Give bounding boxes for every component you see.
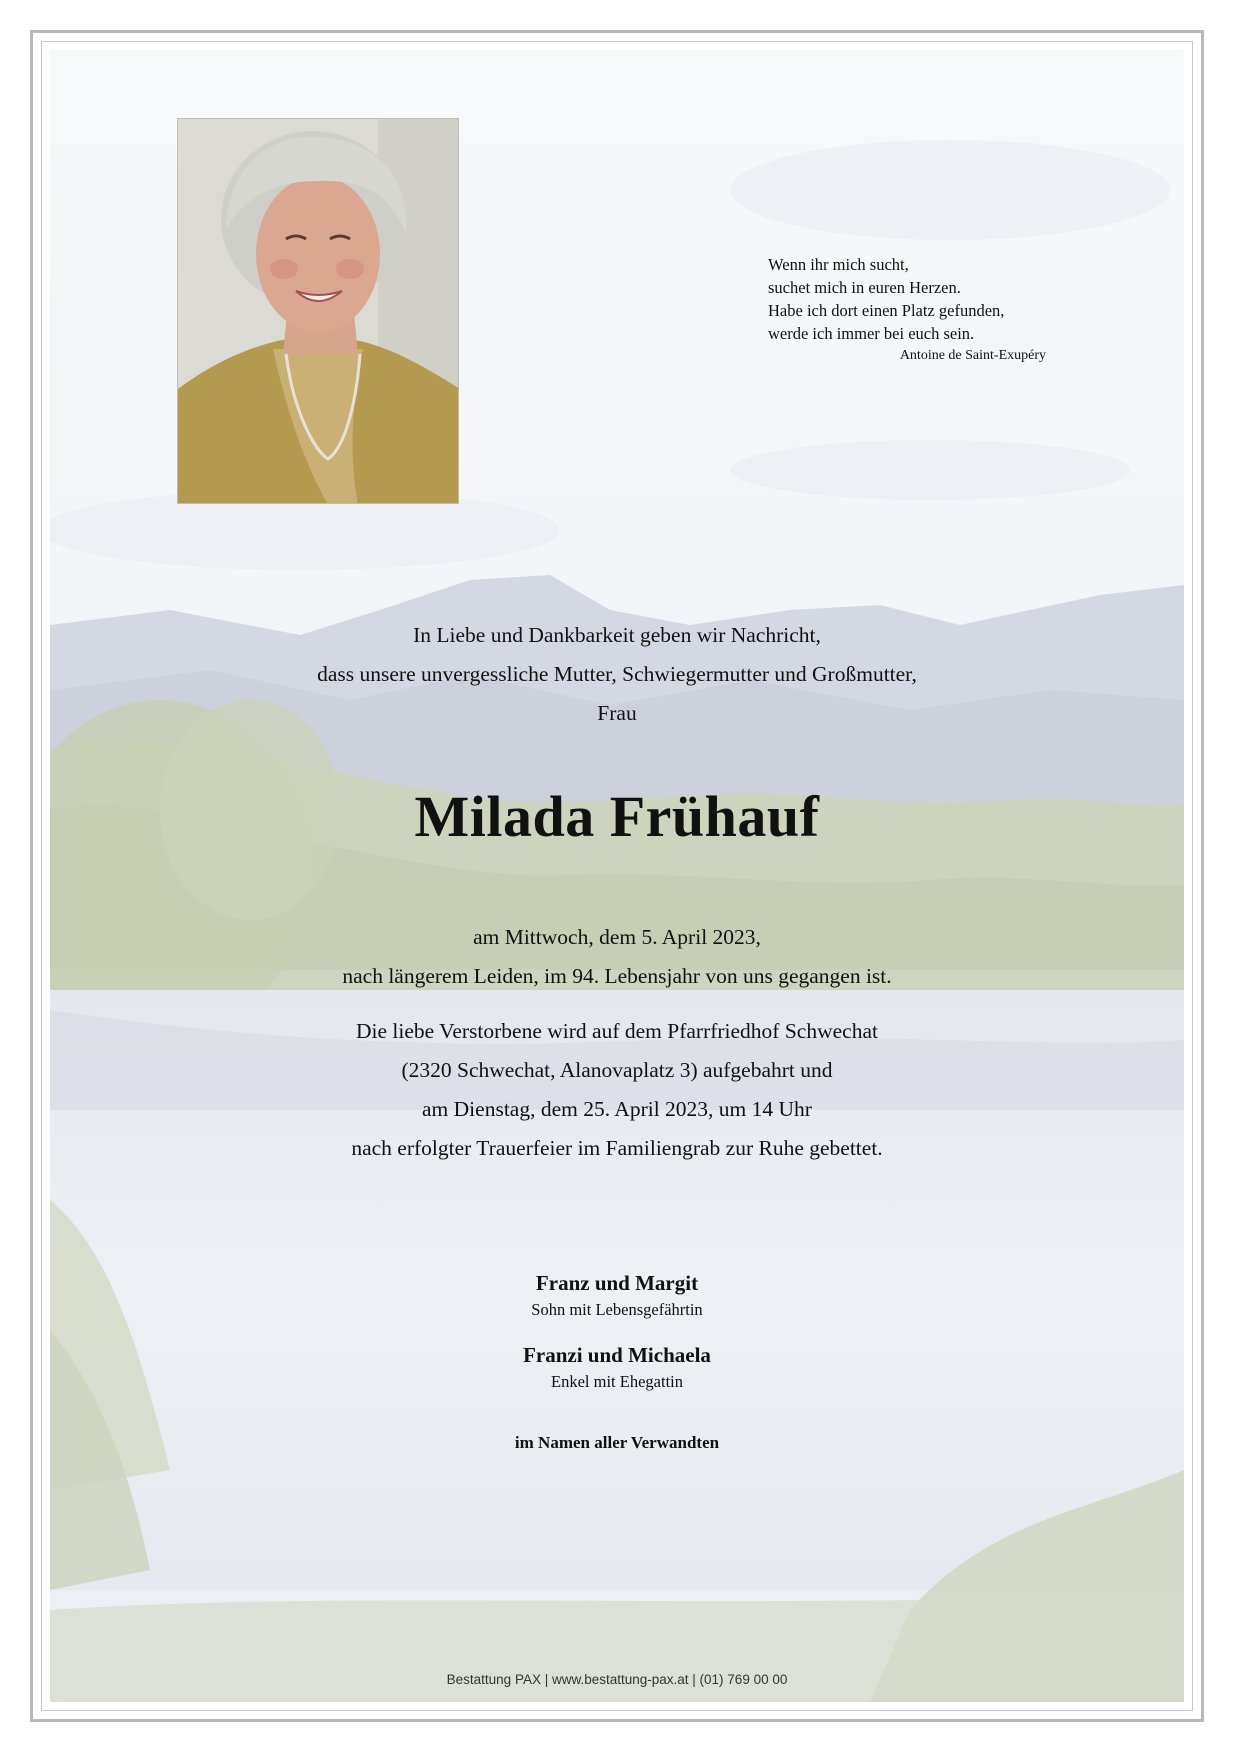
burial-line: nach erfolgter Trauerfeier im Familiengrab zur Ruhe gebettet. [351, 1136, 883, 1160]
mourners-list [50, 1268, 1184, 1412]
burial-details [50, 1012, 1184, 1168]
mourner-relation: Enkel mit Ehegattin [551, 1372, 683, 1391]
quote-line: suchet mich in euren Herzen. [768, 278, 961, 297]
intro-line: dass unsere unvergessliche Mutter, Schwiegermutter und Großmutter, [317, 662, 917, 686]
quote-author: Antoine de Saint-Exupéry [899, 348, 1046, 363]
burial-line: Die liebe Verstorbene wird auf dem Pfarrfriedhof Schwechat [356, 1019, 878, 1043]
mourner-relation: Sohn mit Lebensgefährtin [531, 1300, 703, 1319]
intro-line: In Liebe und Dankbarkeit geben wir Nachricht, [413, 623, 821, 647]
funeral-home-footer: Bestattung PAX | www.bestattung-pax.at | (01) 769 00 00 [446, 1672, 788, 1687]
deceased-name: Milada Frühauf [414, 784, 820, 849]
portrait-photo [177, 118, 459, 504]
mourner-name: Franz und Margit [535, 1271, 699, 1295]
death-line: am Mittwoch, dem 5. April 2023, [473, 925, 761, 949]
announcement-intro [50, 616, 1184, 733]
quote-line: Wenn ihr mich sucht, [768, 255, 909, 274]
quote-line: werde ich immer bei euch sein. [768, 324, 975, 343]
death-line: nach längerem Leiden, im 94. Lebensjahr von uns gegangen ist. [342, 964, 892, 988]
death-notice [50, 918, 1184, 996]
quote-line: Habe ich dort einen Platz gefunden, [768, 301, 1005, 320]
intro-line: Frau [597, 701, 637, 725]
memorial-quote [768, 253, 1068, 366]
burial-line: (2320 Schwechat, Alanovaplatz 3) aufgebahrt und [401, 1058, 833, 1082]
burial-line: am Dienstag, dem 25. April 2023, um 14 Uhr [422, 1097, 812, 1121]
closing-line: im Namen aller Verwandten [514, 1433, 720, 1452]
mourner-name: Franzi und Michaela [523, 1343, 711, 1367]
